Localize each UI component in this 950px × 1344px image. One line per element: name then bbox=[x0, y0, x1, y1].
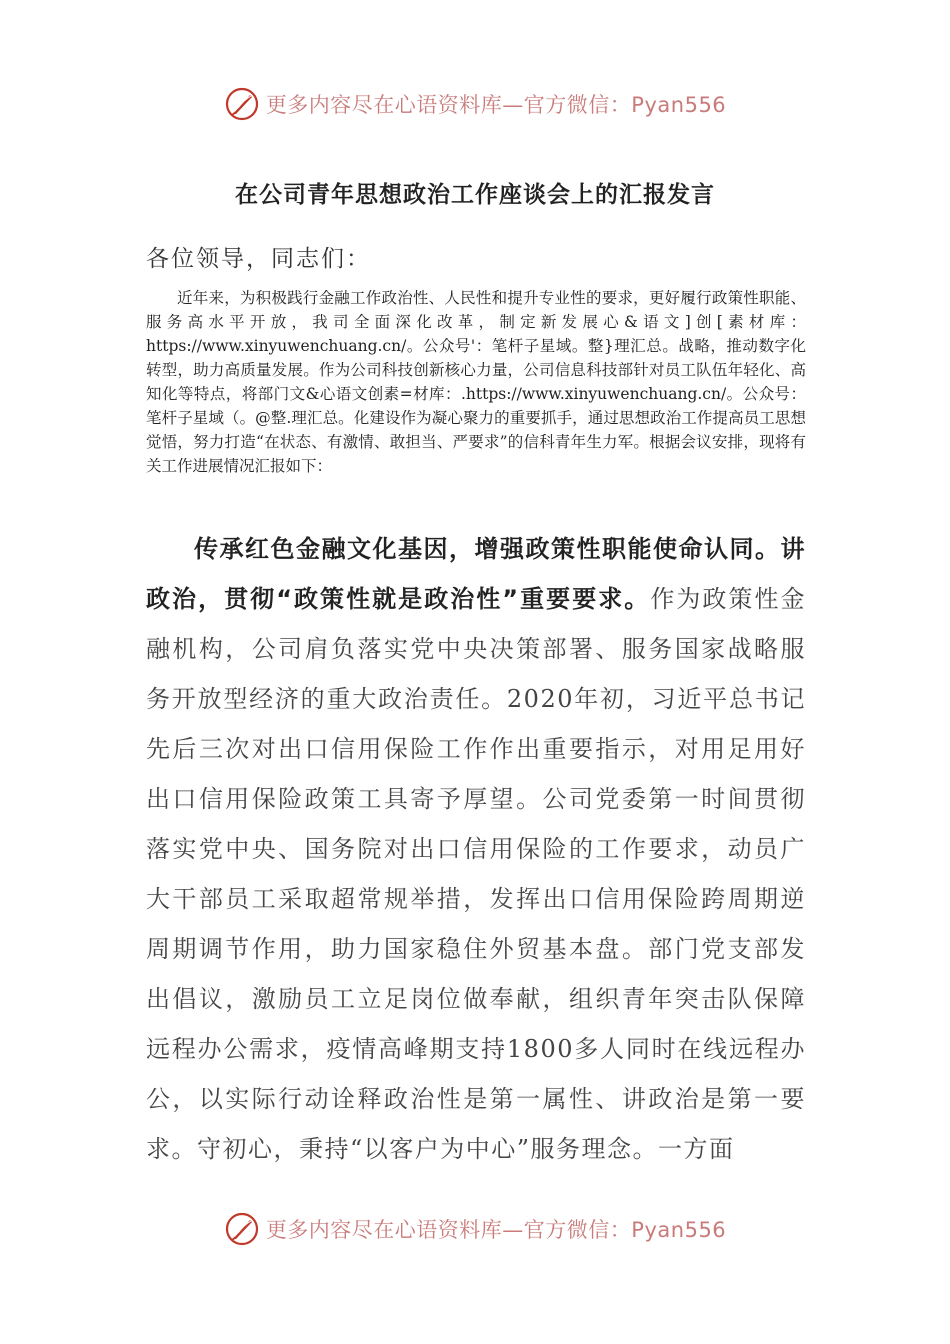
quill-pen-logo-icon bbox=[224, 86, 260, 122]
greeting: 各位领导，同志们： bbox=[146, 246, 371, 272]
section-body-text: 作为政策性金融机构，公司肩负落实党中央决策部署、服务国家战略服务开放型经济的重大政治责任。2020年初，习近平总书记先后三次对出口信用保险工作作出重要指示，对用足用好出口信用保险政策工具寄予厚望。公司党委第一时间贯彻落实党中央、国务院对出口信用保险的工作要求，动员广大干部员工采取超常规举措，发挥出口信用保险跨周期逆周期调节作用，助力国家稳住外贸基本盘。部门党支部发出倡议，激励员工立足岗位做奉献，组织青年突击队保障远程办公需求，疫情高峰期支持1800多人同时在线远程办公，以实际行动诠释政治性是第一属性、讲政治是第一要求。守初心，秉持“以客户为中心”服务理念。一方面 bbox=[146, 585, 807, 1163]
section-lead-heading: 传承红色金融文化基因，增强政策性职能使命认同。讲政治，贯彻“政策性就是政治性”重要要求。 bbox=[146, 535, 806, 613]
document-title: 在公司青年思想政治工作座谈会上的汇报发言 bbox=[235, 182, 715, 208]
quill-pen-logo-icon bbox=[224, 1211, 260, 1247]
intro-paragraph: 近年来，为积极践行金融工作政治性、人民性和提升专业性的要求，更好履行政策性职能、服务高水平开放，我司全面深化改革，制定新发展心&语文]创[素材库：https://www.xinyuwenchuang.cn/。公众号'：笔杆子星域。整}理汇总。战略，推动数字化转型，助力高质量发展。作为公司科技创新核心力量，公司信息科技部针对员工队伍年轻化、高知化等特点，将部门文&心语文创素=材库：.https://www.xinyuwenchuang.cn/。公众号：笔杆子星域（。@整.理汇总。化建设作为凝心聚力的重要抓手，通过思想政治工作提高员工思想觉悟，努力打造“在状态、有激情、敢担当、严要求”的信科青年生力军。根据会议安排，现将有关工作进展情况汇报如下： bbox=[146, 289, 806, 475]
watermark-text: 更多内容尽在心语资料库—官方微信：Pyan556 bbox=[265, 1218, 727, 1242]
footer-watermark bbox=[0, 1209, 950, 1249]
section-paragraph bbox=[146, 524, 806, 1174]
header-watermark bbox=[0, 84, 950, 124]
watermark-text: 更多内容尽在心语资料库—官方微信：Pyan556 bbox=[265, 93, 727, 117]
